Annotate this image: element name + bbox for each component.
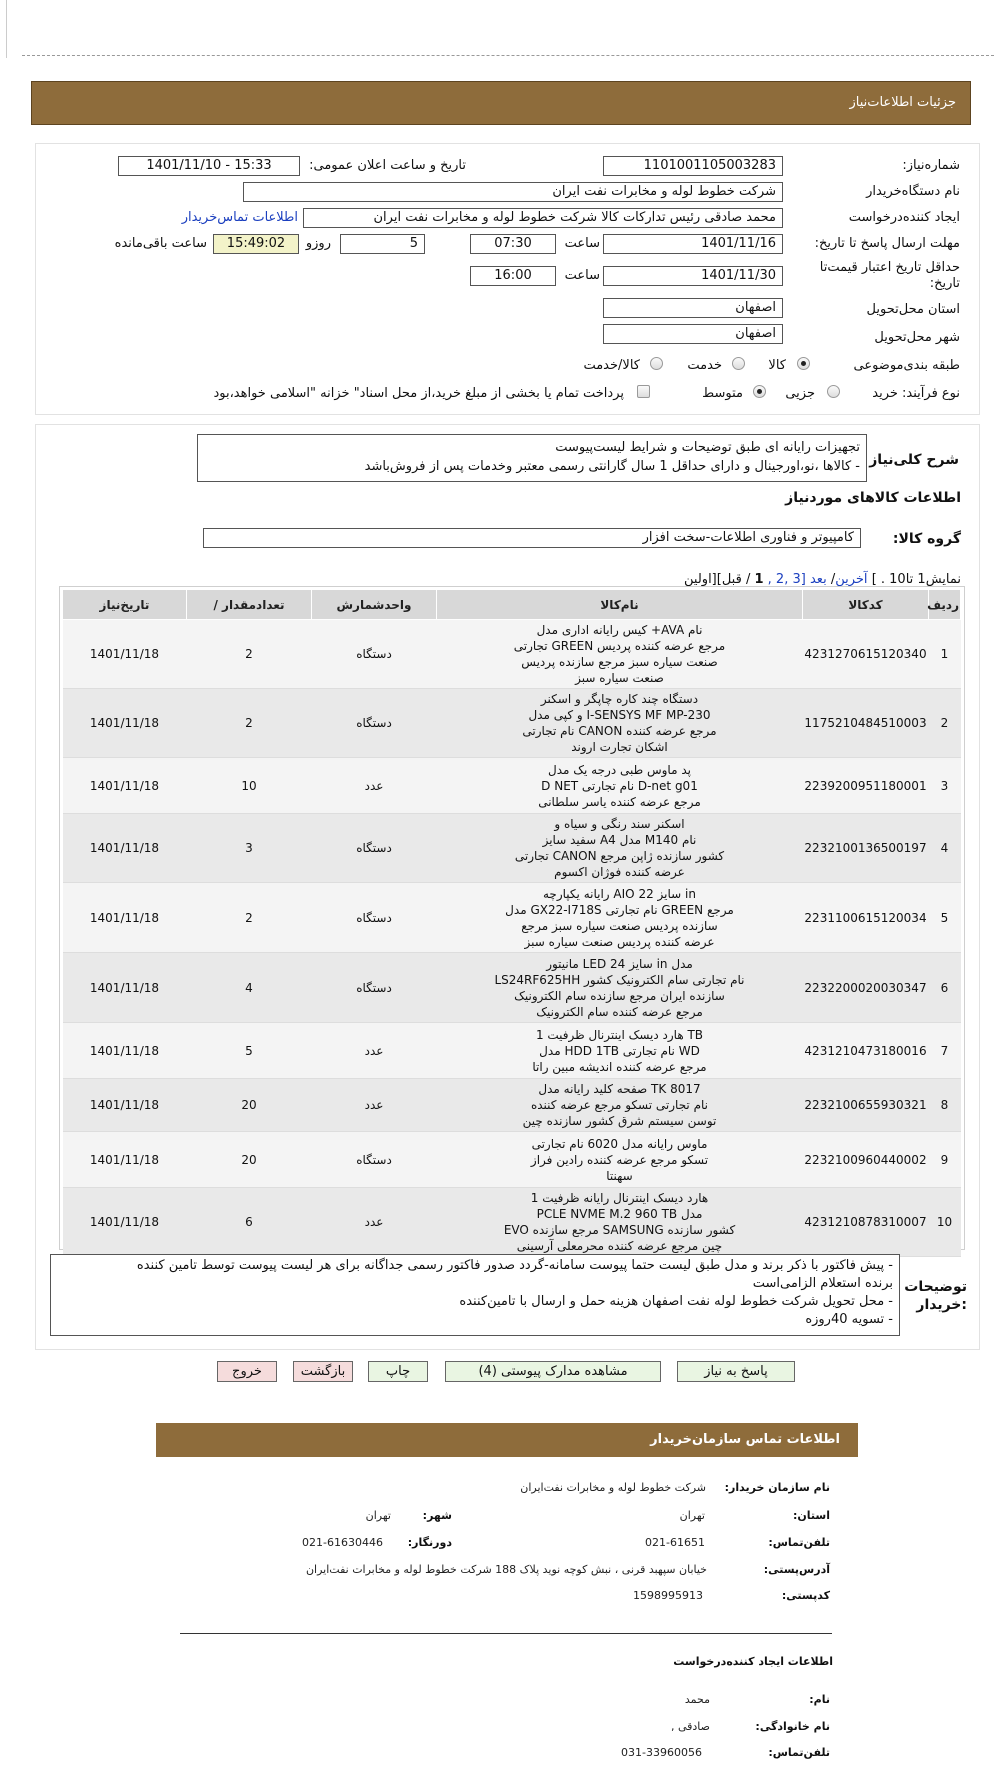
item-unit: عدد [312, 1079, 437, 1132]
deadline-date-field: 1401/11/16 [603, 234, 783, 254]
col-date: تاریخ‌نیاز [63, 590, 187, 620]
item-qty: 20 [187, 1132, 312, 1188]
table-row [63, 814, 961, 883]
summary-box [197, 434, 867, 482]
notes-box [50, 1254, 900, 1336]
item-unit: دستگاه [312, 1132, 437, 1188]
exit-button[interactable]: خروج [217, 1361, 277, 1382]
row-index: 2 [929, 689, 961, 758]
notes-label-1: توضیحات [904, 1279, 967, 1295]
item-unit: دستگاه [312, 814, 437, 883]
item-name [437, 953, 803, 1023]
item-name-line: مدل GX22-I718S نام تجارتی GREEN مرجع [505, 902, 734, 917]
table-header-row [63, 590, 961, 620]
col-qty: تعدادمقدار / [187, 590, 312, 620]
table-row [63, 1023, 961, 1079]
item-qty: 10 [187, 758, 312, 814]
process-minor-label: جزیی [785, 386, 815, 401]
item-code: 2232100960440002 [803, 1132, 929, 1188]
item-name-line: ماوس رایانه مدل 6020 نام تجارتی [531, 1136, 708, 1151]
notes-line-2: برنده استعلام الزامی‌است [752, 1276, 893, 1291]
treasury-payment-checkbox[interactable] [637, 385, 650, 398]
category-service-label: خدمت [687, 358, 722, 373]
goods-group-field: کامپیوتر و فناوری اطلاعات-سخت افزار [203, 528, 861, 548]
pagination: نمایش1 تا10 . ] آخرین/ بعد [3 ,2 , 1 / قبل][اولین [684, 572, 961, 587]
summary-label: شرح کلی‌نیاز [869, 452, 959, 468]
row-index: 10 [929, 1188, 961, 1257]
item-unit: عدد [312, 1023, 437, 1079]
city-label: شهر محل‌تحویل [874, 330, 960, 345]
item-date: 1401/11/18 [63, 758, 187, 814]
col-name: نام‌کالا [437, 590, 803, 620]
validity-label-1: حداقل تاریخ اعتبار قیمت‌تا [819, 260, 960, 275]
item-code: 1175210484510003 [803, 689, 929, 758]
org-label: نام سازمان خریدار: [724, 1481, 830, 1494]
item-name-line: دستگاه چند کاره چاپگر و اسکنر [540, 692, 699, 706]
validity-time-field: 16:00 [470, 266, 556, 286]
item-name-line: صفحه کلید رایانه مدل TK 8017 [538, 1082, 701, 1096]
contact-fax-label: دورنگار: [407, 1536, 452, 1549]
item-code: 2232100655930321 [803, 1079, 929, 1132]
row-index: 9 [929, 1132, 961, 1188]
col-unit: واحدشمارش [312, 590, 437, 620]
item-qty: 5 [187, 1023, 312, 1079]
category-label: طبقه بندی‌موضوعی [853, 358, 960, 373]
item-name-line: هارد دیسک اینترنال ظرفیت 1 TB [535, 1027, 704, 1042]
remaining-label: ساعت باقی‌مانده [114, 236, 207, 251]
deadline-time-label: ساعت [564, 236, 600, 251]
reply-button[interactable]: پاسخ به نیاز [677, 1361, 795, 1382]
item-name-line: مانیتور LED سایز 24 in مدل [546, 956, 693, 971]
row-index: 6 [929, 953, 961, 1023]
item-name-line: چین مرجع عرضه کننده محرمعلی آرسینی [516, 1239, 723, 1253]
item-name-line: کیس رایانه اداری مدل +AVA نام [536, 623, 703, 637]
process-radio-medium[interactable] [753, 385, 766, 398]
item-name [437, 814, 803, 883]
announce-field: 1401/11/10 - 15:33 [118, 156, 300, 176]
pagination-last-link[interactable]: آخرین [835, 572, 868, 587]
goods-table [62, 589, 961, 1257]
left-border [6, 0, 7, 58]
category-both-label: کالا/خدمت [583, 358, 640, 373]
remaining-time-field: 15:49:02 [213, 234, 299, 254]
item-name-line: LS24RF625HH نام تجارتی سام الکترونیک کشور [494, 972, 745, 987]
col-row: ردیف [929, 590, 961, 620]
row-index: 7 [929, 1023, 961, 1079]
item-name [437, 689, 803, 758]
goods-group-label: گروه کالا: [892, 531, 961, 547]
item-name-line: تجارتی CANON کشور سازنده ژاپن مرجع [514, 849, 725, 863]
item-qty: 2 [187, 689, 312, 758]
item-name-line: رایانه یکپارچه AIO سایز 22 in [543, 886, 696, 901]
item-qty: 2 [187, 620, 312, 689]
creator-name-label: نام: [809, 1693, 830, 1706]
notes-line-1: - پیش فاکتور با ذکر برند و مدل طبق لیست حتما پیوست سامانه-گردد صدور فاکتور رسمی جداگانه برای هر لیست پیوست توسط تامین کننده [136, 1258, 893, 1273]
creator-name-value: محمد [684, 1693, 710, 1706]
contact-header: اطلاعات تماس سازمان‌خریدار [156, 1423, 858, 1457]
treasury-payment-label: پرداخت تمام یا بخشی از مبلغ خرید،از محل اسناد" خزانه "اسلامی خواهد،بود [213, 386, 624, 401]
notes-label-2: :خریدار [916, 1297, 967, 1313]
attachments-button[interactable]: مشاهده مدارک پیوستی (4) [445, 1361, 661, 1382]
row-index: 3 [929, 758, 961, 814]
item-name-line: مرجع عرضه کننده اندیشه مبین راتا [532, 1059, 707, 1074]
contact-province-label: استان: [793, 1509, 830, 1522]
item-date: 1401/11/18 [63, 1079, 187, 1132]
creator-info-title: اطلاعات ایجاد کننده‌درخواست [673, 1655, 833, 1668]
item-date: 1401/11/18 [63, 1023, 187, 1079]
item-name-line: D NET نام تجارتی D-net g01 [541, 778, 698, 793]
item-qty: 20 [187, 1079, 312, 1132]
need-number-label: شماره‌نیاز: [902, 158, 960, 173]
item-name-line: عرضه کننده فوژان اکسوم [554, 865, 685, 879]
summary-line-1: تجهیزات رایانه ای طبق توضیحات و شرایط لیست‌پیوست [555, 440, 860, 455]
item-name-line: تسکو مرجع عرضه کننده رادین فراز [530, 1152, 709, 1167]
table-row [63, 1132, 961, 1188]
pagination-pages[interactable]: [3 ,2 , [767, 572, 806, 587]
item-unit: دستگاه [312, 883, 437, 953]
item-name-line: سازنده ایران مرجع سازنده سام الکترونیک [514, 988, 725, 1003]
category-radio-goods[interactable] [797, 357, 810, 370]
table-row [63, 620, 961, 689]
item-name-line: EVO مرجع سازنده SAMSUNG کشور سازنده [503, 1223, 736, 1237]
contact-divider [180, 1633, 832, 1634]
item-name [437, 883, 803, 953]
contact-city-label: شهر: [422, 1509, 452, 1522]
notes-line-3: - محل تحویل شرکت خطوط لوله نفت اصفهان هزینه حمل و ارسال با تامین‌کننده [459, 1294, 893, 1309]
validity-time-label: ساعت [564, 268, 600, 283]
item-name-line: هارد دیسک اینترنال رایانه ظرفیت 1 [530, 1191, 709, 1205]
item-name-line: مرجع عرضه کننده سام الکترونیک [536, 1004, 703, 1019]
deadline-label: مهلت ارسال پاسخ تا تاریخ: [814, 236, 960, 251]
item-code: 2239200951180001 [803, 758, 929, 814]
item-date: 1401/11/18 [63, 814, 187, 883]
item-code: 2231100615120034 [803, 883, 929, 953]
pagination-next-link[interactable]: بعد [809, 572, 827, 587]
process-medium-label: متوسط [702, 386, 743, 401]
province-label: استان محل‌تحویل [866, 302, 960, 317]
pagination-range: نمایش1 تا10 . ] [871, 572, 961, 587]
item-name-line: عرضه کننده پردیس صنعت سیاره سبز [524, 934, 715, 949]
item-date: 1401/11/18 [63, 883, 187, 953]
notes-line-4: - تسویه 40روزه [805, 1312, 893, 1327]
goods-info-title: اطلاعات کالاهای موردنیاز [785, 490, 961, 506]
buyer-contact-link[interactable]: اطلاعات تماس‌خریدار [181, 210, 298, 225]
item-name [437, 1079, 803, 1132]
org-value: شرکت خطوط لوله و مخابرات نفت‌ایران [520, 1481, 706, 1494]
contact-address-value: خیابان سپهبد قرنی ، نبش کوچه نوید پلاک 188 شرکت خطوط لوله و مخابرات نفت‌ایران [305, 1563, 707, 1576]
province-field: اصفهان [603, 298, 783, 318]
creator-family-value: صادقی , [670, 1720, 710, 1733]
contact-province-value: تهران [679, 1509, 705, 1522]
contact-phone-label: تلفن‌تماس: [768, 1536, 830, 1549]
item-date: 1401/11/18 [63, 1188, 187, 1257]
item-code: 4231210878310007 [803, 1188, 929, 1257]
item-code: 4231270615120340 [803, 620, 929, 689]
table-row [63, 758, 961, 814]
row-index: 4 [929, 814, 961, 883]
col-code: کدکالا [803, 590, 929, 620]
contact-address-label: آدرس‌پستی: [763, 1563, 830, 1576]
table-row [63, 883, 961, 953]
details-header [31, 81, 971, 125]
creator-label: ایجاد کننده‌درخواست [848, 210, 960, 225]
pagination-current: 1 [754, 572, 764, 587]
city-field: اصفهان [603, 324, 783, 344]
item-name-line: اسکنر سند رنگی و سیاه و [554, 817, 685, 831]
buyer-org-field: شرکت خطوط لوله و مخابرات نفت ایران [243, 182, 783, 202]
table-row [63, 689, 961, 758]
item-date: 1401/11/18 [63, 689, 187, 758]
item-code: 2232100136500197 [803, 814, 929, 883]
days-label: روزو [305, 236, 331, 251]
item-name-line: نام تجارتی CANON مرجع عرضه کننده [522, 724, 717, 738]
item-name-line: مرجع عرضه کننده یاسر سلطانی [538, 794, 701, 809]
item-name-line: اشکان تجارت اروند [571, 740, 668, 754]
item-code: 2232200020030347 [803, 953, 929, 1023]
creator-phone-value: 031-33960056 [621, 1746, 702, 1759]
item-name [437, 1023, 803, 1079]
item-qty: 2 [187, 883, 312, 953]
item-name [437, 1132, 803, 1188]
contact-phone-value: 021-61651 [645, 1536, 705, 1549]
item-name [437, 1188, 803, 1257]
item-name-line: نام تجارتی تسکو مرجع عرضه کننده [530, 1098, 709, 1112]
item-unit: دستگاه [312, 620, 437, 689]
summary-line-2: - کالاها ،نو،اورجینال و دارای حداقل 1 سال گارانتی رسمی معتبر وخدمات پس از فروش‌باشد [364, 459, 860, 474]
print-button[interactable]: چاپ [368, 1361, 428, 1382]
item-name-line: صنعت سیاره سبز [575, 671, 664, 685]
item-name-line: توسن سیستم شرق کشور سازنده چین [522, 1114, 717, 1128]
item-date: 1401/11/18 [63, 620, 187, 689]
top-divider [22, 55, 994, 56]
item-name-line: پد ماوس طبی درجه یک مدل [548, 762, 691, 777]
item-name-line: سازنده پردیس صنعت سیاره سبز مرجع [521, 918, 718, 933]
table-row [63, 953, 961, 1023]
creator-phone-label: تلفن‌تماس: [768, 1746, 830, 1759]
item-unit: دستگاه [312, 953, 437, 1023]
item-qty: 4 [187, 953, 312, 1023]
item-code: 4231210473180016 [803, 1023, 929, 1079]
item-name [437, 620, 803, 689]
item-unit: دستگاه [312, 689, 437, 758]
days-field: 5 [340, 234, 425, 254]
creator-family-label: نام خانوادگی: [755, 1720, 830, 1733]
category-radio-service[interactable] [732, 357, 745, 370]
creator-field: محمد صادقی رئیس تدارکات کالا شرکت خطوط لوله و مخابرات نفت ایران [303, 208, 783, 228]
need-number-field: 1101001105003283 [603, 156, 783, 176]
item-name-line: سفید سایز A4 مدل M140 نام [542, 833, 697, 847]
buyer-org-label: نام دستگاه‌خریدار [866, 184, 960, 199]
deadline-time-field: 07:30 [470, 234, 556, 254]
back-button[interactable]: بازگشت [293, 1361, 353, 1382]
contact-postal-label: کد‌پستی: [781, 1589, 830, 1602]
contact-fax-value: 021-61630446 [302, 1536, 383, 1549]
process-radio-minor[interactable] [827, 385, 840, 398]
contact-city-value: تهران [365, 1509, 391, 1522]
header-title: جزئیات اطلاعات‌نیاز [849, 95, 956, 110]
contact-postal-value: 1598995913 [633, 1589, 703, 1602]
item-date: 1401/11/18 [63, 953, 187, 1023]
item-name-line: تجارتی GREEN مرجع عرضه کننده پردیس [513, 639, 726, 653]
pagination-prev-first[interactable]: / قبل][اولین [684, 572, 751, 587]
item-name-line: سهنتا [606, 1168, 633, 1183]
validity-date-field: 1401/11/30 [603, 266, 783, 286]
category-goods-label: کالا [768, 358, 786, 373]
item-qty: 3 [187, 814, 312, 883]
item-qty: 6 [187, 1188, 312, 1257]
table-row [63, 1188, 961, 1257]
item-name-line: و کپی مدل I-SENSYS MF MP-230 [528, 708, 711, 722]
row-index: 5 [929, 883, 961, 953]
announce-label: تاریخ و ساعت اعلان عمومی: [309, 158, 466, 173]
validity-label-2: تاریخ: [929, 276, 960, 291]
row-index: 8 [929, 1079, 961, 1132]
item-name [437, 758, 803, 814]
item-date: 1401/11/18 [63, 1132, 187, 1188]
item-unit: عدد [312, 1188, 437, 1257]
item-name-line: PCLE NVME M.2 960 TB مدل [536, 1207, 703, 1221]
category-radio-both[interactable] [650, 357, 663, 370]
row-index: 1 [929, 620, 961, 689]
item-name-line: صنعت سیاره سبز مرجع سازنده پردیس [521, 655, 718, 669]
process-label: نوع فرآیند: خرید [872, 386, 960, 401]
item-name-line: مدل HDD 1TB نام تجارتی WD [539, 1043, 700, 1058]
table-row [63, 1079, 961, 1132]
item-unit: عدد [312, 758, 437, 814]
